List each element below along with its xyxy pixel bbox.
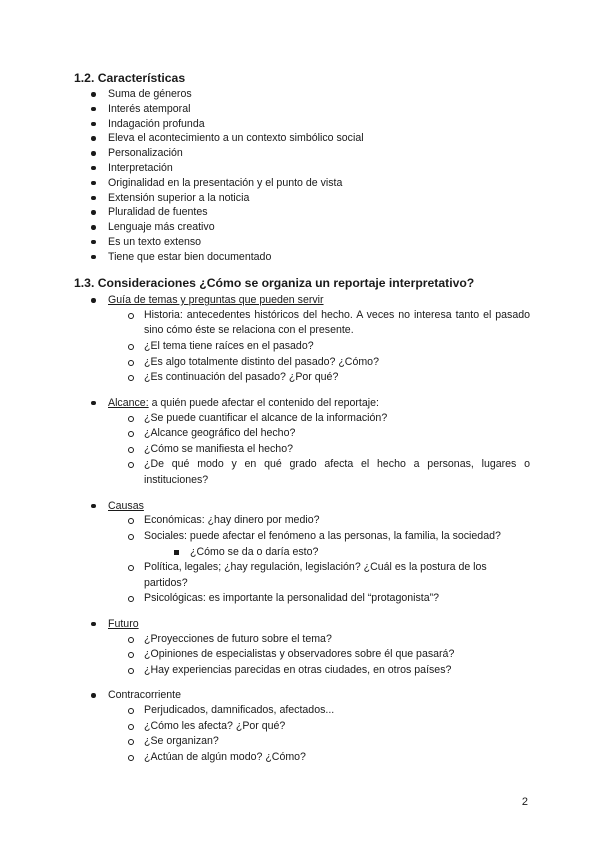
list-item: ¿De qué modo y en qué grado afecta el hecho a personas, lugares o instituciones? (128, 457, 530, 488)
page-number: 2 (521, 796, 528, 808)
list-item: ¿Es algo totalmente distinto del pasado? ¿Cómo? (128, 355, 530, 371)
list-item: ¿Hay experiencias parecidas en otras ciudades, en otros países? (128, 663, 530, 679)
section-13-heading: 1.3. Consideraciones ¿Cómo se organiza un reportaje interpretativo? (74, 276, 475, 290)
contracorriente-sublist (128, 703, 530, 765)
list-item: Originalidad en la presentación y el punto de vista (90, 176, 530, 191)
list-item (128, 529, 530, 560)
list-item: Personalización (90, 146, 530, 161)
list-item: ¿Cómo se da o daría esto? (174, 545, 530, 561)
list-item: ¿El tema tiene raíces en el pasado? (128, 339, 530, 355)
futuro-item (90, 617, 530, 679)
list-item: Suma de géneros (90, 87, 530, 102)
list-item: Eleva el acontecimiento a un contexto simbólico social (90, 131, 530, 146)
list-item: ¿Es continuación del pasado? ¿Por qué? (128, 370, 530, 386)
guia-label: Guía de temas y preguntas que pueden servir (108, 294, 324, 306)
alcance-text: a quién puede afectar el contenido del reportaje: (148, 396, 379, 409)
list-item: Económicas: ¿hay dinero por medio? (128, 513, 530, 529)
list-item: Tiene que estar bien documentado (90, 250, 530, 265)
guia-item (90, 293, 530, 386)
alcance-label: Alcance: (108, 396, 149, 409)
considerations-list (90, 293, 530, 776)
list-item: Lenguaje más creativo (90, 220, 530, 235)
list-item: Pluralidad de fuentes (90, 205, 530, 220)
list-item: Indagación profunda (90, 117, 530, 132)
list-item: ¿Alcance geográfico del hecho? (128, 426, 530, 442)
causas-label: Causas (108, 499, 144, 512)
list-item: Es un texto extenso (90, 235, 530, 250)
sociales-text: Sociales: puede afectar el fenómeno a las personas, la familia, la sociedad? (144, 529, 501, 542)
list-item: ¿Cómo se manifiesta el hecho? (128, 442, 530, 458)
list-item: ¿Actúan de algún modo? ¿Cómo? (128, 750, 530, 766)
list-item: Extensión superior a la noticia (90, 191, 530, 206)
list-item: Perjudicados, damnificados, afectados... (128, 703, 530, 719)
contracorriente-label: Contracorriente (108, 689, 182, 702)
list-item: Interés atemporal (90, 102, 530, 117)
list-item: Historia: antecedentes históricos del hecho. A veces no interesa tanto el pasado sino cómo éste se relaciona con el presente. (128, 308, 530, 339)
causas-sublist (128, 513, 530, 607)
list-item: ¿Opiniones de especialistas y observadores sobre él que pasará? (128, 647, 530, 663)
alcance-sublist (128, 411, 530, 489)
section-12-heading: 1.2. Características (74, 71, 186, 85)
causas-item (90, 499, 530, 607)
list-item: ¿Se organizan? (128, 734, 530, 750)
futuro-label: Futuro (108, 617, 139, 630)
guia-sublist (128, 308, 530, 386)
list-item: Política, legales; ¿hay regulación, legislación? ¿Cuál es la postura de los partidos? (128, 560, 530, 591)
characteristics-list (90, 87, 530, 265)
sociales-sublist (174, 545, 530, 561)
alcance-item (90, 396, 530, 489)
contracorriente-item (90, 688, 530, 765)
list-item: Psicológicas: es importante la personalidad del “protagonista”? (128, 591, 530, 607)
futuro-sublist (128, 632, 530, 679)
list-item: ¿Se puede cuantificar el alcance de la información? (128, 411, 530, 427)
list-item: Interpretación (90, 161, 530, 176)
list-item: ¿Proyecciones de futuro sobre el tema? (128, 632, 530, 648)
list-item: ¿Cómo les afecta? ¿Por qué? (128, 719, 530, 735)
